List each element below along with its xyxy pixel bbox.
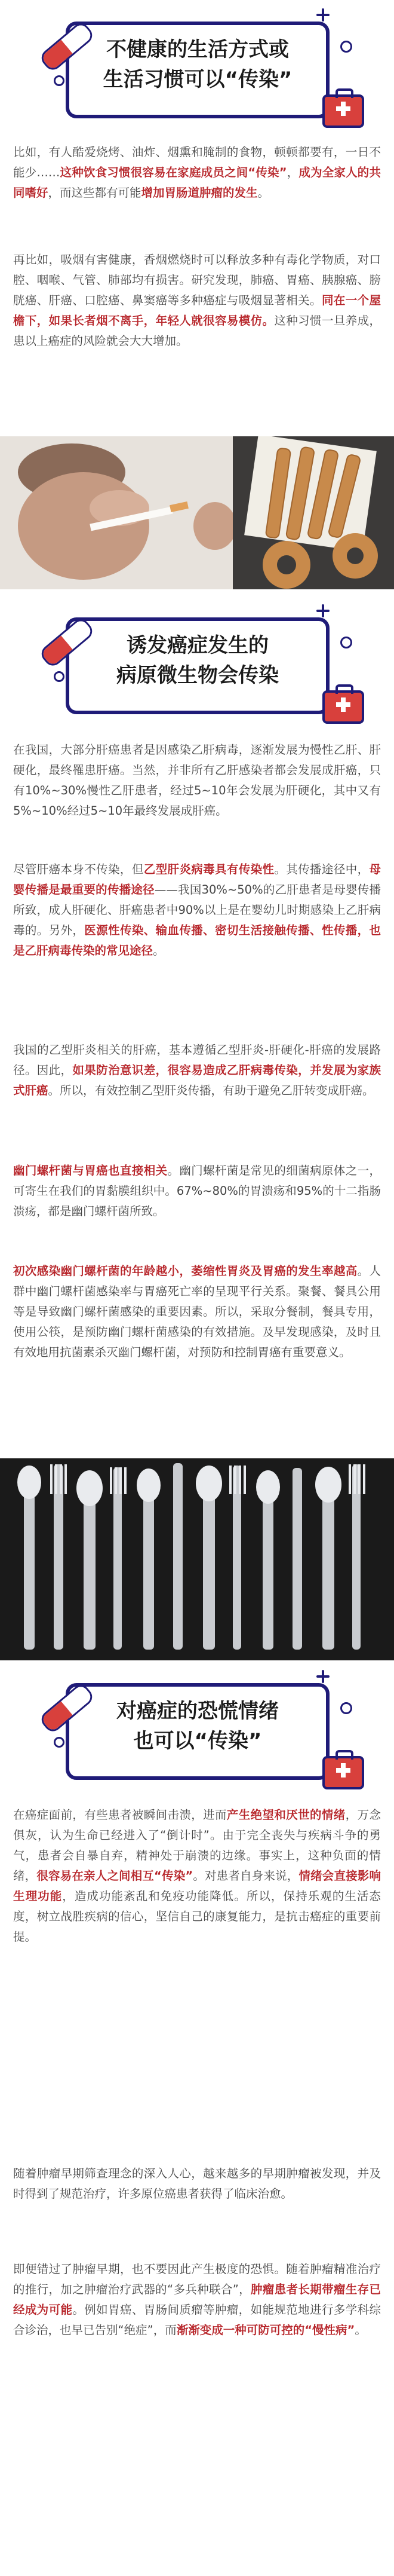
highlighted-text: 乙型肝炎病毒具有传染性	[143, 862, 275, 876]
circle-decoration	[54, 671, 64, 682]
text-run: 。	[153, 944, 165, 957]
first-aid-kit-icon	[322, 1756, 364, 1789]
text-run: 随着肿瘤早期筛查理念的深入人心，越来越多的早期肿瘤被发现，并及时得到了规范治疗，许多原位癌患者获得了临床治愈。	[13, 2167, 381, 2201]
paragraph-2-3	[13, 1040, 381, 1101]
highlighted-text: 如果防治意识差，很容易造成乙肝病毒传染，并发展为家族式肝癌	[13, 1063, 381, 1097]
text-run: 。所以，有效控制乙型肝炎传播，有助于避免乙肝转变成肝癌。	[48, 1084, 374, 1097]
text-run: 。	[355, 2323, 367, 2337]
circle-decoration	[54, 1737, 64, 1748]
section-title-1: 不健康的生活方式或 生活习惯可以“传染”	[103, 38, 293, 91]
text-run: ，造成功能紊乱和免疫功能降低。所以，保持乐观的生活态度，树立战胜疾病的信心，坚信自己的康复能力，是抗击癌症的重要前提。	[13, 1889, 381, 1944]
text-run: 尽管肝癌本身不传染，但	[13, 862, 144, 876]
highlighted-text: 成为全家人的共同嗜好	[13, 166, 381, 200]
circle-decoration	[340, 41, 352, 53]
circle-decoration	[340, 637, 352, 648]
paragraph-2-2	[13, 859, 381, 961]
sparkle-icon	[316, 8, 330, 22]
text-run: 。	[257, 186, 270, 200]
highlighted-text: 母婴传播是最重要的传播途径	[13, 862, 381, 897]
paragraph-2-4	[13, 1161, 381, 1222]
highlighted-text: 情绪会直接影响生理功能	[13, 1869, 381, 1903]
sparkle-icon	[316, 604, 330, 617]
text-run: ，万念俱灰，认为生命已经进入了“倒计时”。由于完全丧失与疾病斗争的勇气，患者会自暴自弃，精神处于崩溃的边缘。事实上，这种负面的情绪，	[13, 1808, 381, 1883]
text-run: 即便错过了肿瘤早期，也不要因此产生极度的恐惧。随着肿瘤精准治疗的推行，加之肿瘤治疗武器的“多兵种联合”，	[13, 2262, 381, 2296]
photo-cigarette-and-fried-food	[0, 436, 394, 589]
section-header-2	[42, 601, 352, 720]
section-header-3	[42, 1666, 352, 1786]
photo-shared-cutlery	[0, 1458, 394, 1660]
highlighted-text: 初次感染幽门螺杆菌的年龄越小，萎缩性胃炎及胃癌的发生率越高	[13, 1264, 358, 1278]
circle-decoration	[54, 75, 64, 86]
paragraph-2-1	[13, 740, 381, 821]
paragraph-3-2	[13, 2164, 381, 2204]
text-run: 再比如，吸烟有害健康，香烟燃烧时可以释放多种有毒化学物质，对口腔、咽喉、气管、肺部均有损害。研究发现，肺癌、胃癌、胰腺癌、膀胱癌、肝癌、口腔癌、鼻窦癌等多种癌症与吸烟显著相关。	[13, 253, 381, 307]
highlighted-text: 同在一个屋檐下，如果长者烟不离手，年轻人就很容易模仿。	[13, 293, 381, 328]
text-run: ，	[287, 166, 299, 179]
highlighted-text: 幽门螺杆菌与胃癌也直接相关	[13, 1164, 168, 1177]
highlighted-text: 肿瘤患者长期带瘤生存已经成为可能	[13, 2283, 381, 2317]
highlighted-text: 很容易在亲人之间相互“传染”	[36, 1869, 193, 1883]
text-run: 这种习惯一旦养成，患以上癌症的风险就会大大增加。	[13, 314, 381, 348]
text-run: 。对患者自身来说，	[193, 1869, 299, 1883]
text-run: 在癌症面前，有些患者被瞬间击溃，进而	[13, 1808, 227, 1822]
text-run: 在我国，大部分肝癌患者是因感染乙肝病毒，逐渐发展为慢性乙肝、肝硬化，最终罹患肝癌。当然，并非所有乙肝感染者都会发展成肝癌，只有10%~30%慢性乙肝患者，经过5~10年会发展为肝硬化，其中又有5%~10%经过5~10年最终发展成肝癌。	[13, 743, 381, 818]
paragraph-1-2	[13, 250, 381, 351]
text-run: 。其传播途径中，	[274, 862, 370, 876]
first-aid-kit-icon	[322, 690, 364, 724]
text-run: 。人群中幽门螺杆菌感染率与胃癌死亡率的呈现平行关系。聚餐、餐具公用等是导致幽门螺杆菌感染的重要因素。所以，采取分餐制，餐具专用，使用公筷，是预防幽门螺杆菌感染的有效措施。及早发现感染，及时且有效地用抗菌素杀灭幽门螺杆菌，对预防和控制胃癌有重要意义。	[13, 1264, 381, 1359]
paragraph-2-5	[13, 1261, 381, 1363]
paragraph-3-1	[13, 1805, 381, 1947]
paragraph-1-1	[13, 142, 381, 203]
text-run: 。例如胃癌、胃肠间质瘤等肿瘤，如能规范地进行多学科综合诊治，也早已告别“绝症”，而	[13, 2303, 381, 2337]
highlighted-text: 增加胃肠道肿瘤的发生	[141, 186, 258, 200]
text-run: ，而这些都有可能	[48, 186, 141, 200]
section-title-2: 诱发癌症发生的 病原微生物会传染	[116, 634, 279, 687]
first-aid-kit-icon	[322, 94, 364, 128]
circle-decoration	[340, 1702, 352, 1714]
text-run: 比如，有人酷爱烧烤、油炸、烟熏和腌制的食物，顿顿都要有，一日不能少……	[13, 145, 381, 179]
text-run: 我国的乙型肝炎相关的肝癌，基本遵循乙型肝炎-肝硬化-肝癌的发展路径。因此，	[13, 1043, 381, 1077]
text-run: 。幽门螺杆菌是常见的细菌病原体之一，可寄生在我们的胃黏膜组织中。67%~80%的胃溃疡和95%的十二指肠溃疡，都是幽门螺杆菌所致。	[13, 1164, 381, 1218]
section-title-3: 对癌症的恐慌情绪 也可以“传染”	[116, 1699, 279, 1753]
highlighted-text: 医源性传染、输血传播、密切生活接触传播、性传播，也是乙肝病毒传染的常见途径	[13, 923, 381, 957]
highlighted-text: 这种饮食习惯很容易在家庭成员之间“传染”	[60, 166, 287, 179]
sparkle-icon	[316, 1670, 330, 1683]
highlighted-text: 渐渐变成一种可防可控的“慢性病”	[176, 2323, 355, 2337]
paragraph-3-3	[13, 2259, 381, 2341]
section-header-1	[42, 5, 352, 124]
highlighted-text: 产生绝望和厌世的情绪	[226, 1808, 346, 1822]
text-run: ——我国30%~50%的乙肝患者是母婴传播所致，成人肝硬化、肝癌患者中90%以上是在婴幼儿时期感染上乙肝病毒的。另外，	[13, 883, 381, 937]
